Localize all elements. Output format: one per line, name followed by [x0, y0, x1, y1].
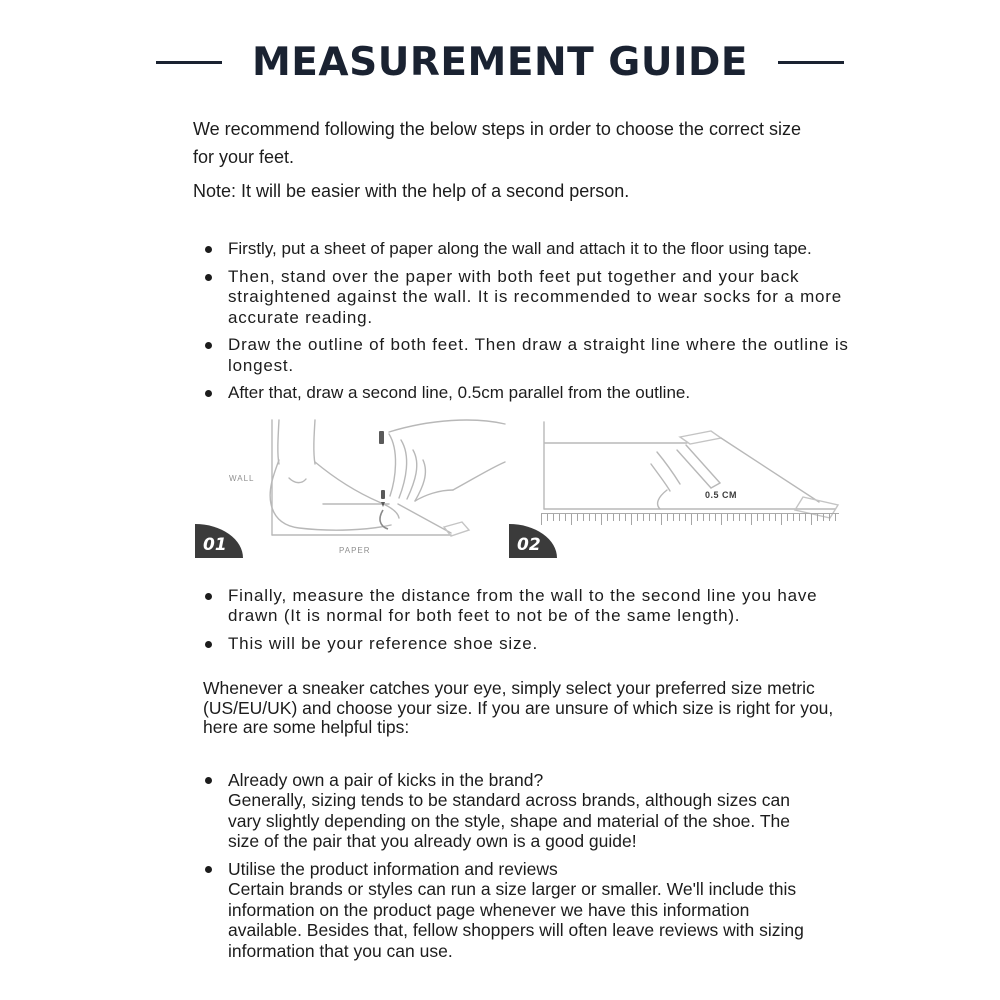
tips-list: [193, 770, 853, 962]
bullet-dot: [205, 246, 212, 253]
bullet-dot: [205, 593, 212, 600]
tip: [228, 859, 816, 962]
tip-body: Generally, sizing tends to be standard across brands, although sizes can vary slightly depending on the style, shape and material of the shoe. The size of the pair that you already own is a good guide!: [228, 790, 790, 851]
list-item: [193, 267, 853, 329]
sizing-intro-paragraph: Whenever a sneaker catches your eye, simply select your preferred size metric (US/EU/UK) and choose your size. If you are unsure of which size is right for you, here are some helpful tips:: [203, 678, 834, 737]
list-item: [193, 586, 853, 627]
step-text: After that, draw a second line, 0.5cm parallel from the outline.: [228, 383, 691, 402]
guide-content: [193, 115, 853, 404]
intro-note: Note: It will be easier with the help of a second person.: [193, 181, 630, 201]
step-text: Firstly, put a sheet of paper along the wall and attach it to the floor using tape.: [228, 239, 812, 258]
foot-measurement-illustration: [193, 416, 507, 558]
wall-label: WALL: [229, 473, 255, 483]
guide-content-lower: [193, 586, 853, 962]
title-dash-right: [778, 61, 844, 64]
bullet-dot: [205, 274, 212, 281]
ruler-ticks: [541, 513, 839, 525]
list-item: [193, 383, 853, 404]
list-item: [193, 770, 853, 852]
intro-section: [193, 115, 853, 205]
list-item: [193, 634, 853, 655]
list-item: [193, 335, 853, 376]
intro-text: We recommend following the below steps in order to choose the correct size for your feet.: [193, 119, 801, 167]
page-header: [0, 0, 1000, 85]
diagram-foot-against-wall: [193, 416, 507, 558]
list-item: [193, 239, 853, 260]
bullet-dot: [205, 777, 212, 784]
title-dash-left: [156, 61, 222, 64]
distance-label: 0.5 CM: [705, 489, 738, 500]
outline-drawing-illustration: [507, 416, 857, 558]
page-title: MEASUREMENT GUIDE: [251, 40, 749, 85]
step-number-badge: 01: [195, 524, 243, 558]
tip-title: Already own a pair of kicks in the brand?: [228, 769, 544, 790]
tip-body: Certain brands or styles can run a size larger or smaller. We'll include this information on the product page whenever we have this information available. Besides that, fellow shoppers will often leave reviews with sizing information that you can use.: [228, 879, 804, 961]
result-text: Finally, measure the distance from the wall to the second line you have drawn (It is normal for both feet to not be of the same length).: [228, 585, 818, 625]
step-text: Then, stand over the paper with both feet put together and your back straightened against the wall. It is recommended to wear socks for a more accurate reading.: [228, 266, 842, 327]
paper-label: PAPER: [339, 545, 371, 555]
step-number-badge: 02: [509, 524, 557, 558]
step-text: Draw the outline of both feet. Then draw a straight line where the outline is longest.: [228, 335, 849, 375]
bullet-dot: [205, 390, 212, 397]
diagram-second-line-ruler: [507, 416, 857, 558]
diagram-row: [193, 416, 1000, 558]
bullet-dot: [205, 641, 212, 648]
tip-title: Utilise the product information and reviews: [228, 858, 558, 879]
bullet-dot: [205, 342, 212, 349]
results-list: [193, 586, 853, 655]
bullet-dot: [205, 866, 212, 873]
measurement-steps-list: [193, 239, 853, 404]
tip: [228, 770, 816, 852]
list-item: [193, 859, 853, 962]
result-text: This will be your reference shoe size.: [228, 633, 539, 653]
